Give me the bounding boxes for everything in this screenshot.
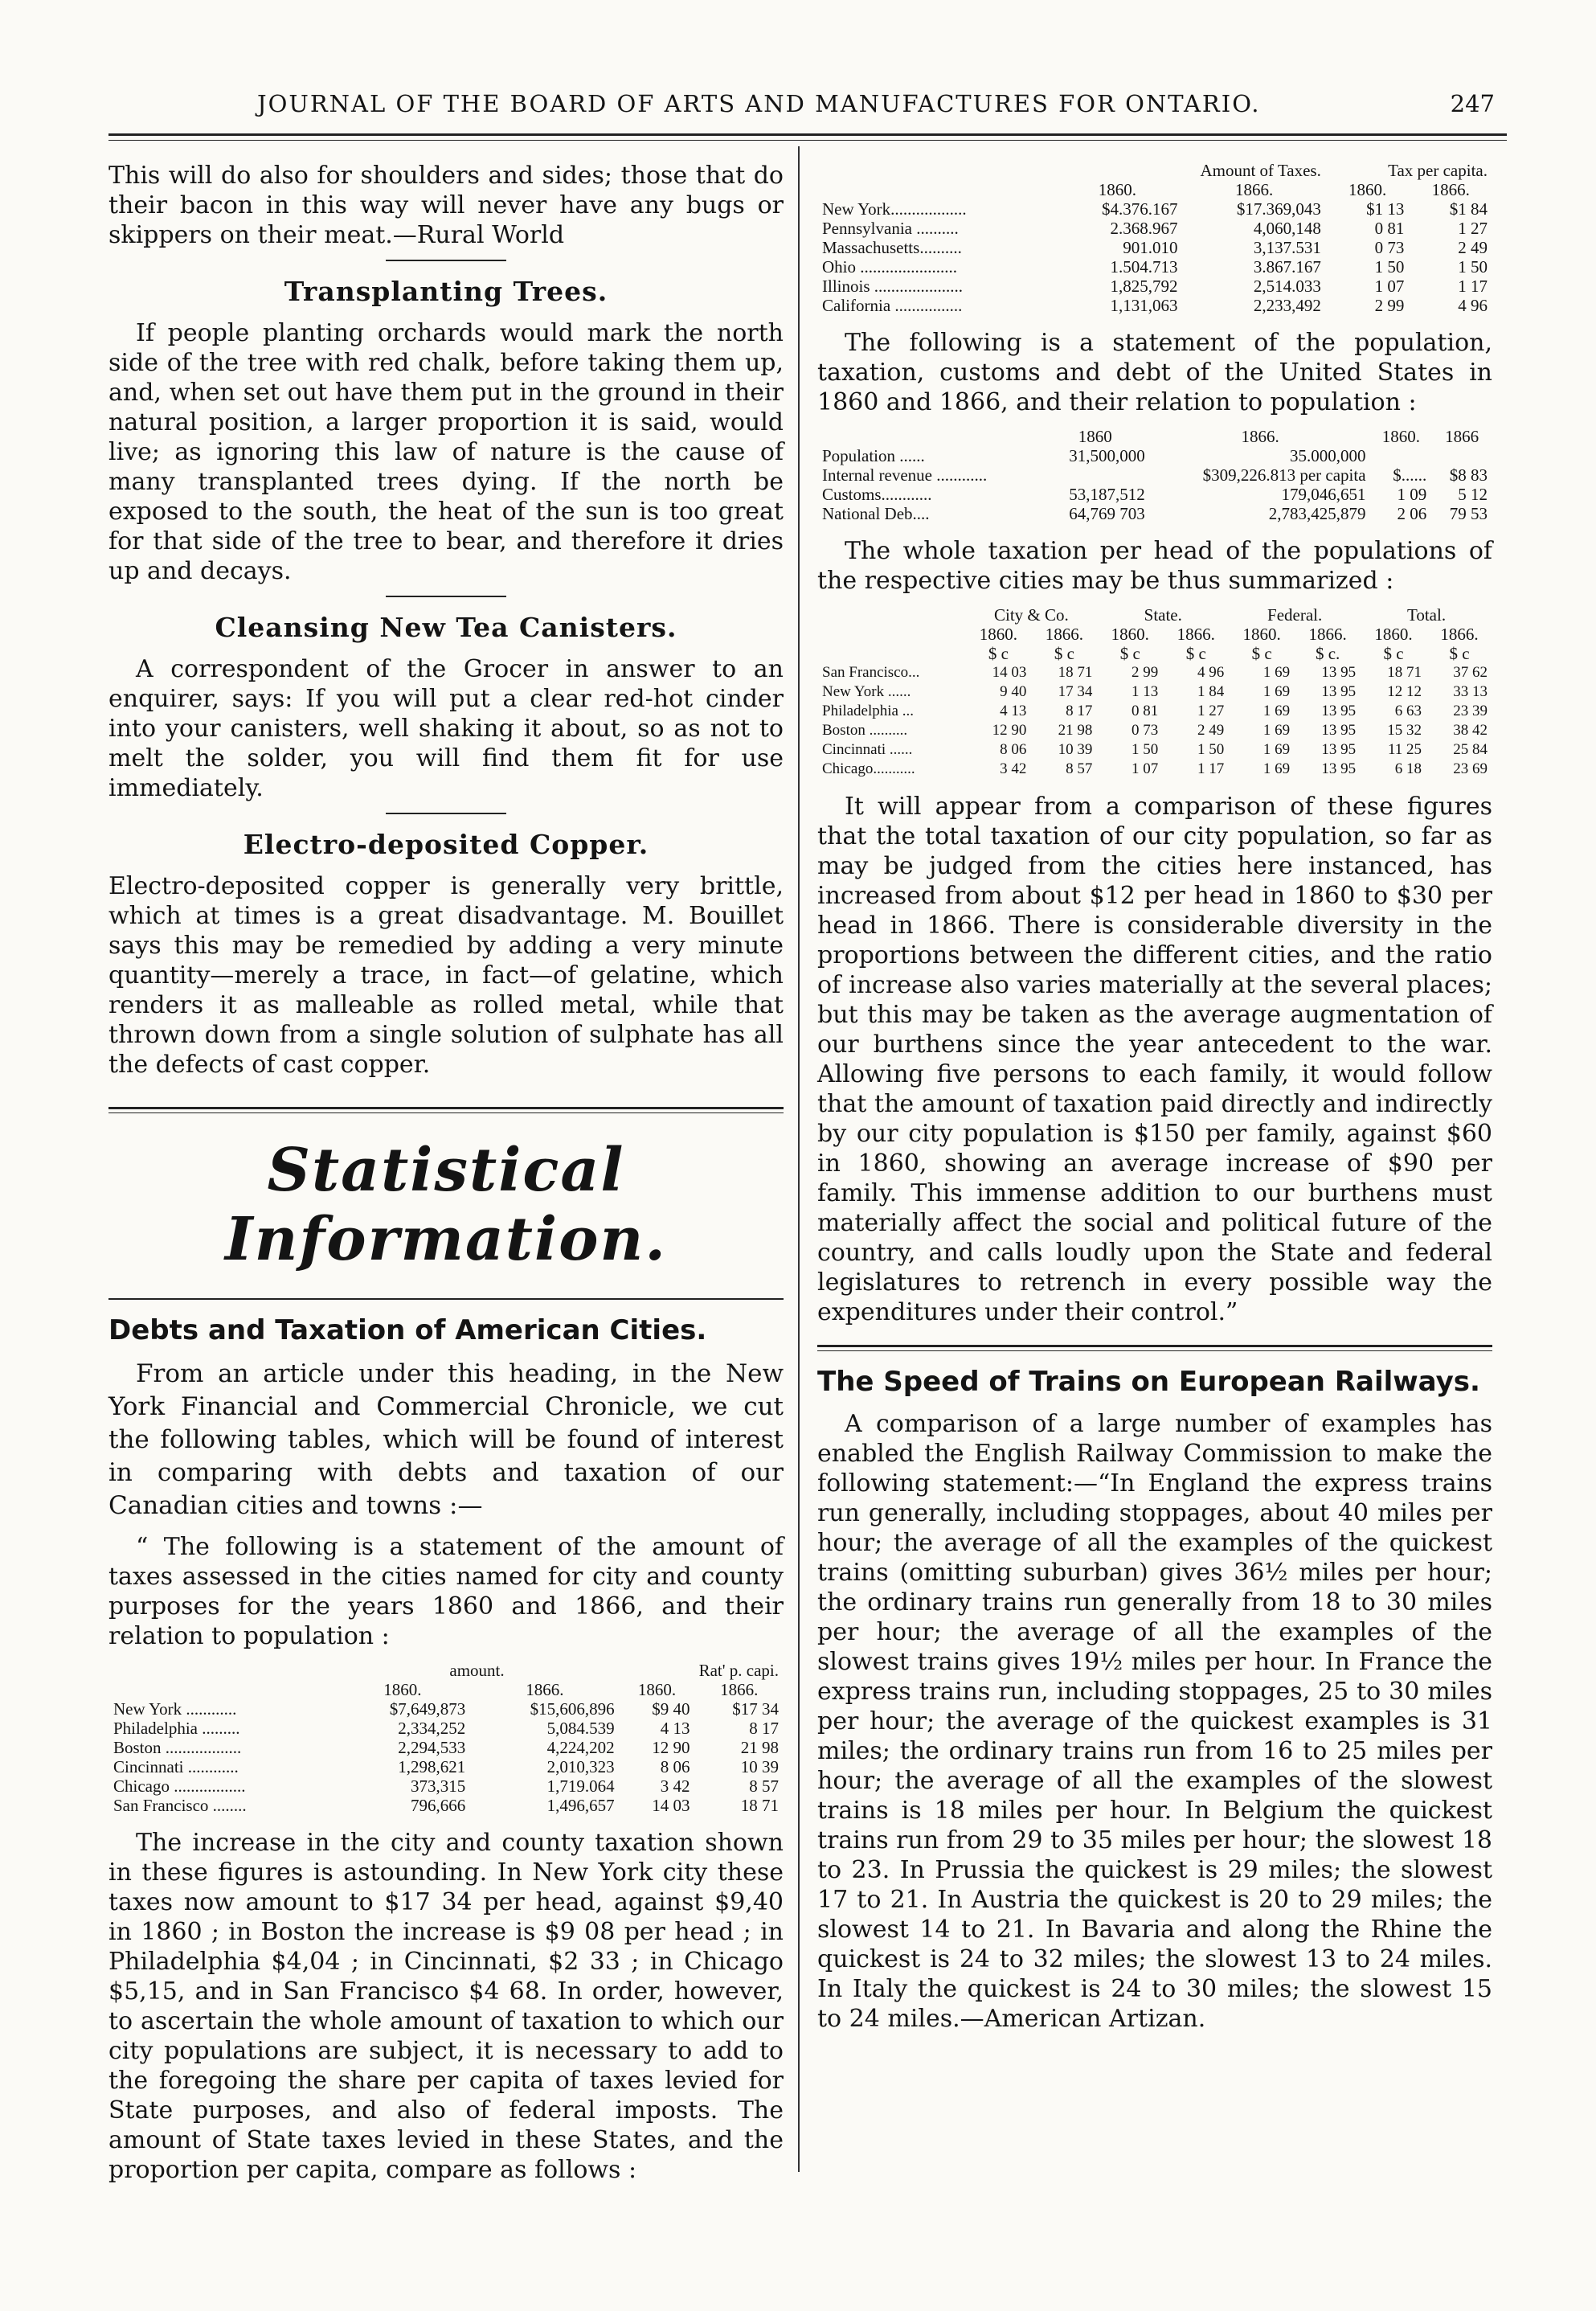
table-cell: Population ......	[822, 446, 925, 465]
table-cell: Cincinnati ............	[113, 1757, 239, 1776]
table-header: Tax per capita.	[1388, 161, 1488, 180]
trees-paragraph: If people planting orchards would mark the north side of the tree with red chalk, before taking them up, and, when set out have them put in the ground in their natural position, a larger proportion it is said, would live; as ignoring this law of nature is the cause of many transplanted trees dying. If the north be exposed to the south, the heat of the sun is too great for that side of the tree to bear, and therefore it dries up and decays.	[108, 319, 784, 585]
table-cell: 4,224,202	[546, 1738, 615, 1757]
table-row	[817, 702, 1492, 721]
table-cell: 1 17	[1197, 760, 1225, 777]
section-rule-thin	[108, 1298, 784, 1300]
table-cell: 11 25	[1387, 741, 1422, 758]
table-header: $ c.	[1315, 644, 1340, 663]
table-header: 1866.	[1241, 427, 1279, 446]
table-cell: 1,131,063	[1110, 296, 1178, 315]
table-cell: 2 99	[1132, 664, 1159, 681]
debts-intro-block	[108, 1358, 784, 1522]
table-cell: 2 99	[1374, 296, 1405, 315]
table-cell: 1,496,657	[546, 1796, 615, 1815]
table-cell: 3 42	[1000, 760, 1027, 777]
table-cell: 8 06	[660, 1757, 690, 1776]
quote-intro: “ The following is a statement of the amount of taxes assessed in the cities named for city and county purposes for the years 1860 and 1866, and their relation to population :	[108, 1533, 784, 1650]
page-header	[121, 90, 1495, 122]
table-cell: 1 69	[1262, 703, 1291, 719]
column-divider	[798, 146, 800, 2172]
table-cell: New York ......	[822, 683, 911, 700]
table-header: 1866.	[1177, 625, 1215, 644]
table-header: 1866.	[1235, 180, 1274, 199]
tea-paragraph: A correspondent of the Grocer in answer to an enquirer, says: If you will put a clear red-hot cinder into your canisters, well shaking it about, so as not to melt the solder, you will find them fit for use immediately.	[108, 655, 784, 802]
table-cell: 38 42	[1453, 722, 1488, 739]
table-cell: 10 39	[740, 1757, 779, 1776]
table-cell: 1 69	[1262, 760, 1291, 777]
table-row	[817, 721, 1492, 740]
table-row	[817, 485, 1492, 504]
table-header: 1860.	[1374, 625, 1413, 644]
table-cell: New York ............	[113, 1699, 237, 1719]
table-cell: 1,298,621	[398, 1757, 466, 1776]
table-cell: $17 34	[732, 1699, 779, 1719]
table-cell: 8 57	[1066, 760, 1093, 777]
table-cell: 23 69	[1453, 760, 1488, 777]
table-cell: 2,233,492	[1253, 296, 1321, 315]
table-row	[817, 682, 1492, 702]
table-cell: $15,606,896	[530, 1699, 615, 1719]
table-row	[817, 219, 1492, 238]
table-row	[108, 1699, 784, 1719]
table-cell: National Deb....	[822, 504, 930, 523]
table-cell: 2.368.967	[1110, 219, 1178, 238]
header-rule	[108, 133, 1507, 141]
increase-paragraph: The increase in the city and county taxation shown in these figures is astounding. In New York city these taxes now amount to $17 34 per head, against $9,40 in 1860 ; in Boston the increase is $9 08 per head ; in Philadelphia $4,04 ; in Cincinnati, $2 33 ; in Chicago $5,15, and in San Francisco $4 68. In order, however, to ascertain the whole amount of taxation to which our city populations are subject, it is necessary to add to the foregoing the share per capita of taxes levied for State purposes, and also of federal imposts. The amount of State taxes levied in these States, and the proportion per capita, compare as follows :	[108, 1829, 784, 2184]
table-row	[108, 1776, 784, 1796]
table-cell: 1 17	[1458, 277, 1488, 296]
table-cell: 64,769 703	[1069, 504, 1145, 523]
table-cell: 13 95	[1321, 683, 1357, 700]
table-cell: 1 13	[1132, 683, 1159, 700]
table-cell: 5 12	[1458, 485, 1488, 504]
population-paragraph: The following is a statement of the population, taxation, customs and debt of the United States in 1860 and 1866, and their relation to population :	[817, 329, 1492, 416]
table-cell: Massachusetts..........	[822, 238, 962, 257]
table-header: 1860.	[979, 625, 1018, 644]
table-cell: 2 49	[1197, 722, 1225, 739]
section-rule	[817, 1345, 1492, 1351]
bacon-paragraph: This will do also for shoulders and sides; those that do their bacon in this way will never have any bugs or skippers on their meat.—Rural World	[108, 162, 784, 249]
table-cell: 1 69	[1262, 722, 1291, 739]
table-row	[817, 238, 1492, 257]
table-cell: 1.504.713	[1110, 257, 1178, 277]
table-cell: 2,334,252	[398, 1719, 466, 1738]
table-cell: 21 98	[740, 1738, 779, 1757]
table-cell: 1,825,792	[1110, 277, 1178, 296]
table-header: 1860.	[383, 1680, 422, 1699]
table-cell: 4 96	[1197, 664, 1225, 681]
table-header: $ c	[988, 644, 1009, 663]
table-header: $ c	[1251, 644, 1272, 663]
table-cell: 18 71	[740, 1796, 779, 1815]
table-cell: 373,315	[410, 1776, 466, 1796]
table-cell: 0 73	[1132, 722, 1159, 739]
table-cell: 8 06	[1000, 741, 1027, 758]
table-cell: 6 63	[1394, 703, 1422, 719]
page-number: 247	[1450, 90, 1495, 117]
table-header: 1866.	[1045, 625, 1083, 644]
table-cell: 1 27	[1197, 703, 1225, 719]
table-cell: 1 69	[1262, 683, 1291, 700]
table-cell: Boston ..........	[822, 722, 908, 739]
running-title: JOURNAL OF THE BOARD OF ARTS AND MANUFACTURES FOR ONTARIO.	[257, 90, 1261, 117]
table-cell: Customs............	[822, 485, 932, 504]
table-cell: 14 03	[992, 664, 1027, 681]
table-cell: $7,649,873	[389, 1699, 466, 1719]
divider	[386, 813, 506, 814]
table-header: 1860.	[1098, 180, 1136, 199]
table-cell: 8 17	[749, 1719, 779, 1738]
table-cell: 8 57	[749, 1776, 779, 1796]
table-header: $ c	[1119, 644, 1140, 663]
table-cell: $......	[1393, 465, 1427, 485]
table-header: 1866.	[1431, 180, 1470, 199]
table-cell: 2 06	[1397, 504, 1427, 523]
table-cell: 5,084.539	[546, 1719, 615, 1738]
table-cell: 0 73	[1374, 238, 1405, 257]
table-row	[817, 663, 1492, 682]
table-cell: 0 81	[1132, 703, 1159, 719]
table-cell: 9 40	[1000, 683, 1027, 700]
debts-title: Debts and Taxation of American Cities.	[108, 1314, 707, 1346]
table-cell: 25 84	[1453, 741, 1488, 758]
table-cell: 1 50	[1197, 741, 1225, 758]
table-cell: 1 50	[1374, 257, 1405, 277]
table-cell: 6 18	[1394, 760, 1422, 777]
table-cell: 18 71	[1387, 664, 1422, 681]
table-cell: 12 90	[992, 722, 1027, 739]
table-cell	[1371, 446, 1432, 465]
table-cell: 12 12	[1387, 683, 1422, 700]
table-row	[817, 277, 1492, 296]
right-column	[817, 161, 1492, 2043]
state-taxes-table	[817, 161, 1492, 315]
table-cell: 3 42	[660, 1776, 690, 1796]
table-header: City & Co.	[994, 605, 1069, 625]
whole-taxation-paragraph: The whole taxation per head of the populations of the respective cities may be thus summarized :	[817, 537, 1492, 595]
table-cell: 15 32	[1387, 722, 1422, 739]
table-header: $ c	[1383, 644, 1404, 663]
copper-paragraph: Electro-deposited copper is generally very brittle, which at times is a great disadvantage. M. Bouillet says this may be remedied by adding a very minute quantity—merely a trace, in fact—of gelatine, which renders it as malleable as rolled metal, while that thrown down from a single solution of sulphate has all the defects of cast copper.	[108, 872, 784, 1079]
table-cell: $17.369,043	[1236, 199, 1321, 219]
table-cell: $8 83	[1449, 465, 1488, 485]
table-row	[108, 1719, 784, 1738]
table-row	[108, 1757, 784, 1776]
table-cell: 1 84	[1197, 683, 1225, 700]
table-row	[817, 296, 1492, 315]
divider	[386, 260, 506, 261]
table-header: $ c	[1054, 644, 1074, 663]
table-header: 1860.	[1381, 427, 1421, 446]
table-cell: 13 95	[1321, 760, 1357, 777]
table-header: amount.	[449, 1661, 505, 1680]
table-cell: Cincinnati ......	[822, 741, 913, 758]
table-header: Total.	[1406, 605, 1447, 625]
table-cell: $9 40	[652, 1699, 690, 1719]
table-cell: 8 17	[1066, 703, 1093, 719]
table-cell: 2,514.033	[1253, 277, 1321, 296]
table-cell: $4.376.167	[1102, 199, 1178, 219]
table-cell: 901.010	[1123, 238, 1178, 257]
summary-table	[817, 605, 1492, 779]
left-column	[108, 161, 784, 2194]
table-cell: Philadelphia ...	[822, 703, 914, 719]
table-row	[817, 760, 1492, 779]
table-cell	[1041, 465, 1150, 485]
table-cell: 796,666	[410, 1796, 466, 1815]
table-cell: Boston ..................	[113, 1738, 242, 1757]
table-row	[108, 1796, 784, 1815]
table-cell: 31,500,000	[1069, 446, 1145, 465]
table-cell: 18 71	[1058, 664, 1093, 681]
table-header: 1866.	[1308, 625, 1347, 644]
table-cell	[1431, 446, 1492, 465]
table-cell: Internal revenue ............	[822, 465, 988, 485]
table-header: 1860.	[637, 1680, 677, 1699]
table-cell: Philadelphia .........	[113, 1719, 240, 1738]
table-cell: New York..................	[822, 199, 967, 219]
table-cell: 53,187,512	[1069, 485, 1145, 504]
table-cell: 13 95	[1321, 664, 1357, 681]
section-title: Statistical Information.	[224, 1136, 668, 1274]
debts-intro: From an article under this heading, in the New York Financial and Commercial Chronicle, we cut the following tables, which will be found of interest in comparing with debts and taxation of our Canadian cities and towns :—	[108, 1359, 784, 1520]
table-cell: 1 50	[1458, 257, 1488, 277]
table-header: 1860.	[1348, 180, 1387, 199]
table-row	[817, 199, 1492, 219]
table-cell: $1 13	[1366, 199, 1405, 219]
table-header: $ c	[1185, 644, 1206, 663]
table-cell: 37 62	[1453, 664, 1488, 681]
table-cell: 35.000,000	[1290, 446, 1366, 465]
table-cell: 1 69	[1262, 741, 1291, 758]
table-cell: 1 50	[1132, 741, 1159, 758]
table-cell: 2,783,425,879	[1268, 504, 1366, 523]
table-cell: 13 95	[1321, 703, 1357, 719]
table-row	[817, 465, 1492, 485]
table-cell: 12 90	[652, 1738, 690, 1757]
table-row	[817, 446, 1492, 465]
table-cell: San Francisco...	[822, 664, 920, 681]
table-header: State.	[1144, 605, 1182, 625]
table-cell: 23 39	[1453, 703, 1488, 719]
table-cell: 2 49	[1458, 238, 1488, 257]
copper-title: Electro-deposited Copper.	[243, 829, 649, 860]
table-header: 1860	[1078, 427, 1112, 446]
trees-title: Transplanting Trees.	[284, 276, 608, 307]
table-cell: 3,137.531	[1253, 238, 1321, 257]
trains-paragraph: A comparison of a large number of examples has enabled the English Railway Commission to make the following statement:—“In England the express trains run generally, including stoppages, about 40 miles per hour; the average of all the examples of the quickest trains (omitting suburban) gives 36½ miles per hour; the ordinary trains run generally from 18 to 30 miles per hour; the average of all the examples of the slowest trains gives 19½ miles per hour. In France the express trains run, including stoppages, 25 to 30 miles per hour; the average of the quickest examples is 31 miles; the ordinary trains run from 16 to 25 miles per hour; the average of all the examples of the slowest trains is 18 miles per hour. In Belgium the quickest trains run from 29 to 35 miles per hour; the slowest 18 to 23. In Prussia the quickest is 29 miles; the slowest 17 to 21. In Austria the quickest is 20 to 29 miles; the slowest 14 to 21. In Bavaria and along the Rhine the quickest is 24 to 32 miles; the slowest 13 to 24 miles. In Italy the quickest is 24 to 30 miles; the slowest 15 to 24 miles.—American Artizan.	[817, 1410, 1492, 2033]
table-cell: 179,046,651	[1281, 485, 1366, 504]
table-cell: Pennsylvania ..........	[822, 219, 959, 238]
table-cell: 17 34	[1058, 683, 1093, 700]
table-cell: 13 95	[1321, 741, 1357, 758]
table-row	[817, 740, 1492, 760]
city-taxes-table	[108, 1661, 784, 1815]
table-cell: $1 84	[1449, 199, 1488, 219]
table-cell: Illinois .....................	[822, 277, 964, 296]
table-row	[108, 1738, 784, 1757]
table-cell: 2,294,533	[398, 1738, 466, 1757]
table-cell: Chicago .................	[113, 1776, 246, 1796]
table-cell: 1 27	[1458, 219, 1488, 238]
table-header: Amount of Taxes.	[1200, 161, 1321, 180]
table-cell: Ohio .......................	[822, 257, 957, 277]
table-cell: 3.867.167	[1253, 257, 1321, 277]
national-table	[817, 427, 1492, 523]
table-header: 1866.	[526, 1680, 564, 1699]
table-cell: 4,060,148	[1253, 219, 1321, 238]
table-header: 1860.	[1111, 625, 1149, 644]
table-cell: San Francisco ........	[113, 1796, 247, 1815]
table-row	[817, 257, 1492, 277]
table-row	[817, 504, 1492, 523]
table-cell: 1 07	[1374, 277, 1405, 296]
table-cell: 4 13	[1000, 703, 1027, 719]
table-cell: Chicago...........	[822, 760, 915, 777]
section-rule	[108, 1107, 784, 1113]
table-cell: 1 07	[1132, 760, 1159, 777]
table-cell: 33 13	[1453, 683, 1488, 700]
table-header: Federal.	[1267, 605, 1323, 625]
table-cell: 2,010,323	[546, 1757, 615, 1776]
table-cell: 4 96	[1458, 296, 1488, 315]
table-cell: 1 69	[1262, 664, 1291, 681]
divider	[386, 596, 506, 597]
table-header: 1860.	[1242, 625, 1281, 644]
table-cell: 21 98	[1058, 722, 1093, 739]
conclusion-paragraph: It will appear from a comparison of these figures that the total taxation of our city population, so far as may be judged from the cities here instanced, has increased from about $12 per head in 1860 to $30 per head in 1866. There is considerable diversity in the proportions between the different cities, and the ratio of increase also varies materially at the several places; but this may be taken as the average augmentation of our burthens since the year antecedent to the war. Allowing five persons to each family, it would follow that the amount of taxation paid directly and indirectly by our city population is $150 per family, against $60 in 1860, showing an average increase of $90 per family. This immense addition to our burthens must materially affect the social and political future of the country, and calls loudly upon the State and federal legislatures to retrench in every possible way the expenditures under their control.”	[817, 793, 1492, 1326]
table-cell: 79 53	[1449, 504, 1488, 523]
table-cell: 1 09	[1397, 485, 1427, 504]
table-header: Rat' p. capi.	[698, 1661, 779, 1680]
table-header: 1866	[1445, 427, 1479, 446]
table-cell: 14 03	[652, 1796, 690, 1815]
table-cell: 13 95	[1321, 722, 1357, 739]
table-header: 1866.	[1440, 625, 1479, 644]
table-cell: 1,719.064	[546, 1776, 615, 1796]
table-header: $ c	[1449, 644, 1470, 663]
table-cell: 4 13	[660, 1719, 690, 1738]
table-cell: $309,226.813 per capita	[1202, 465, 1366, 485]
tea-title: Cleansing New Tea Canisters.	[215, 612, 677, 643]
table-header: 1866.	[720, 1680, 759, 1699]
table-cell: 0 81	[1374, 219, 1405, 238]
table-cell: 10 39	[1058, 741, 1093, 758]
table-cell: California ................	[822, 296, 963, 315]
trains-title: The Speed of Trains on European Railways.	[817, 1366, 1480, 1398]
